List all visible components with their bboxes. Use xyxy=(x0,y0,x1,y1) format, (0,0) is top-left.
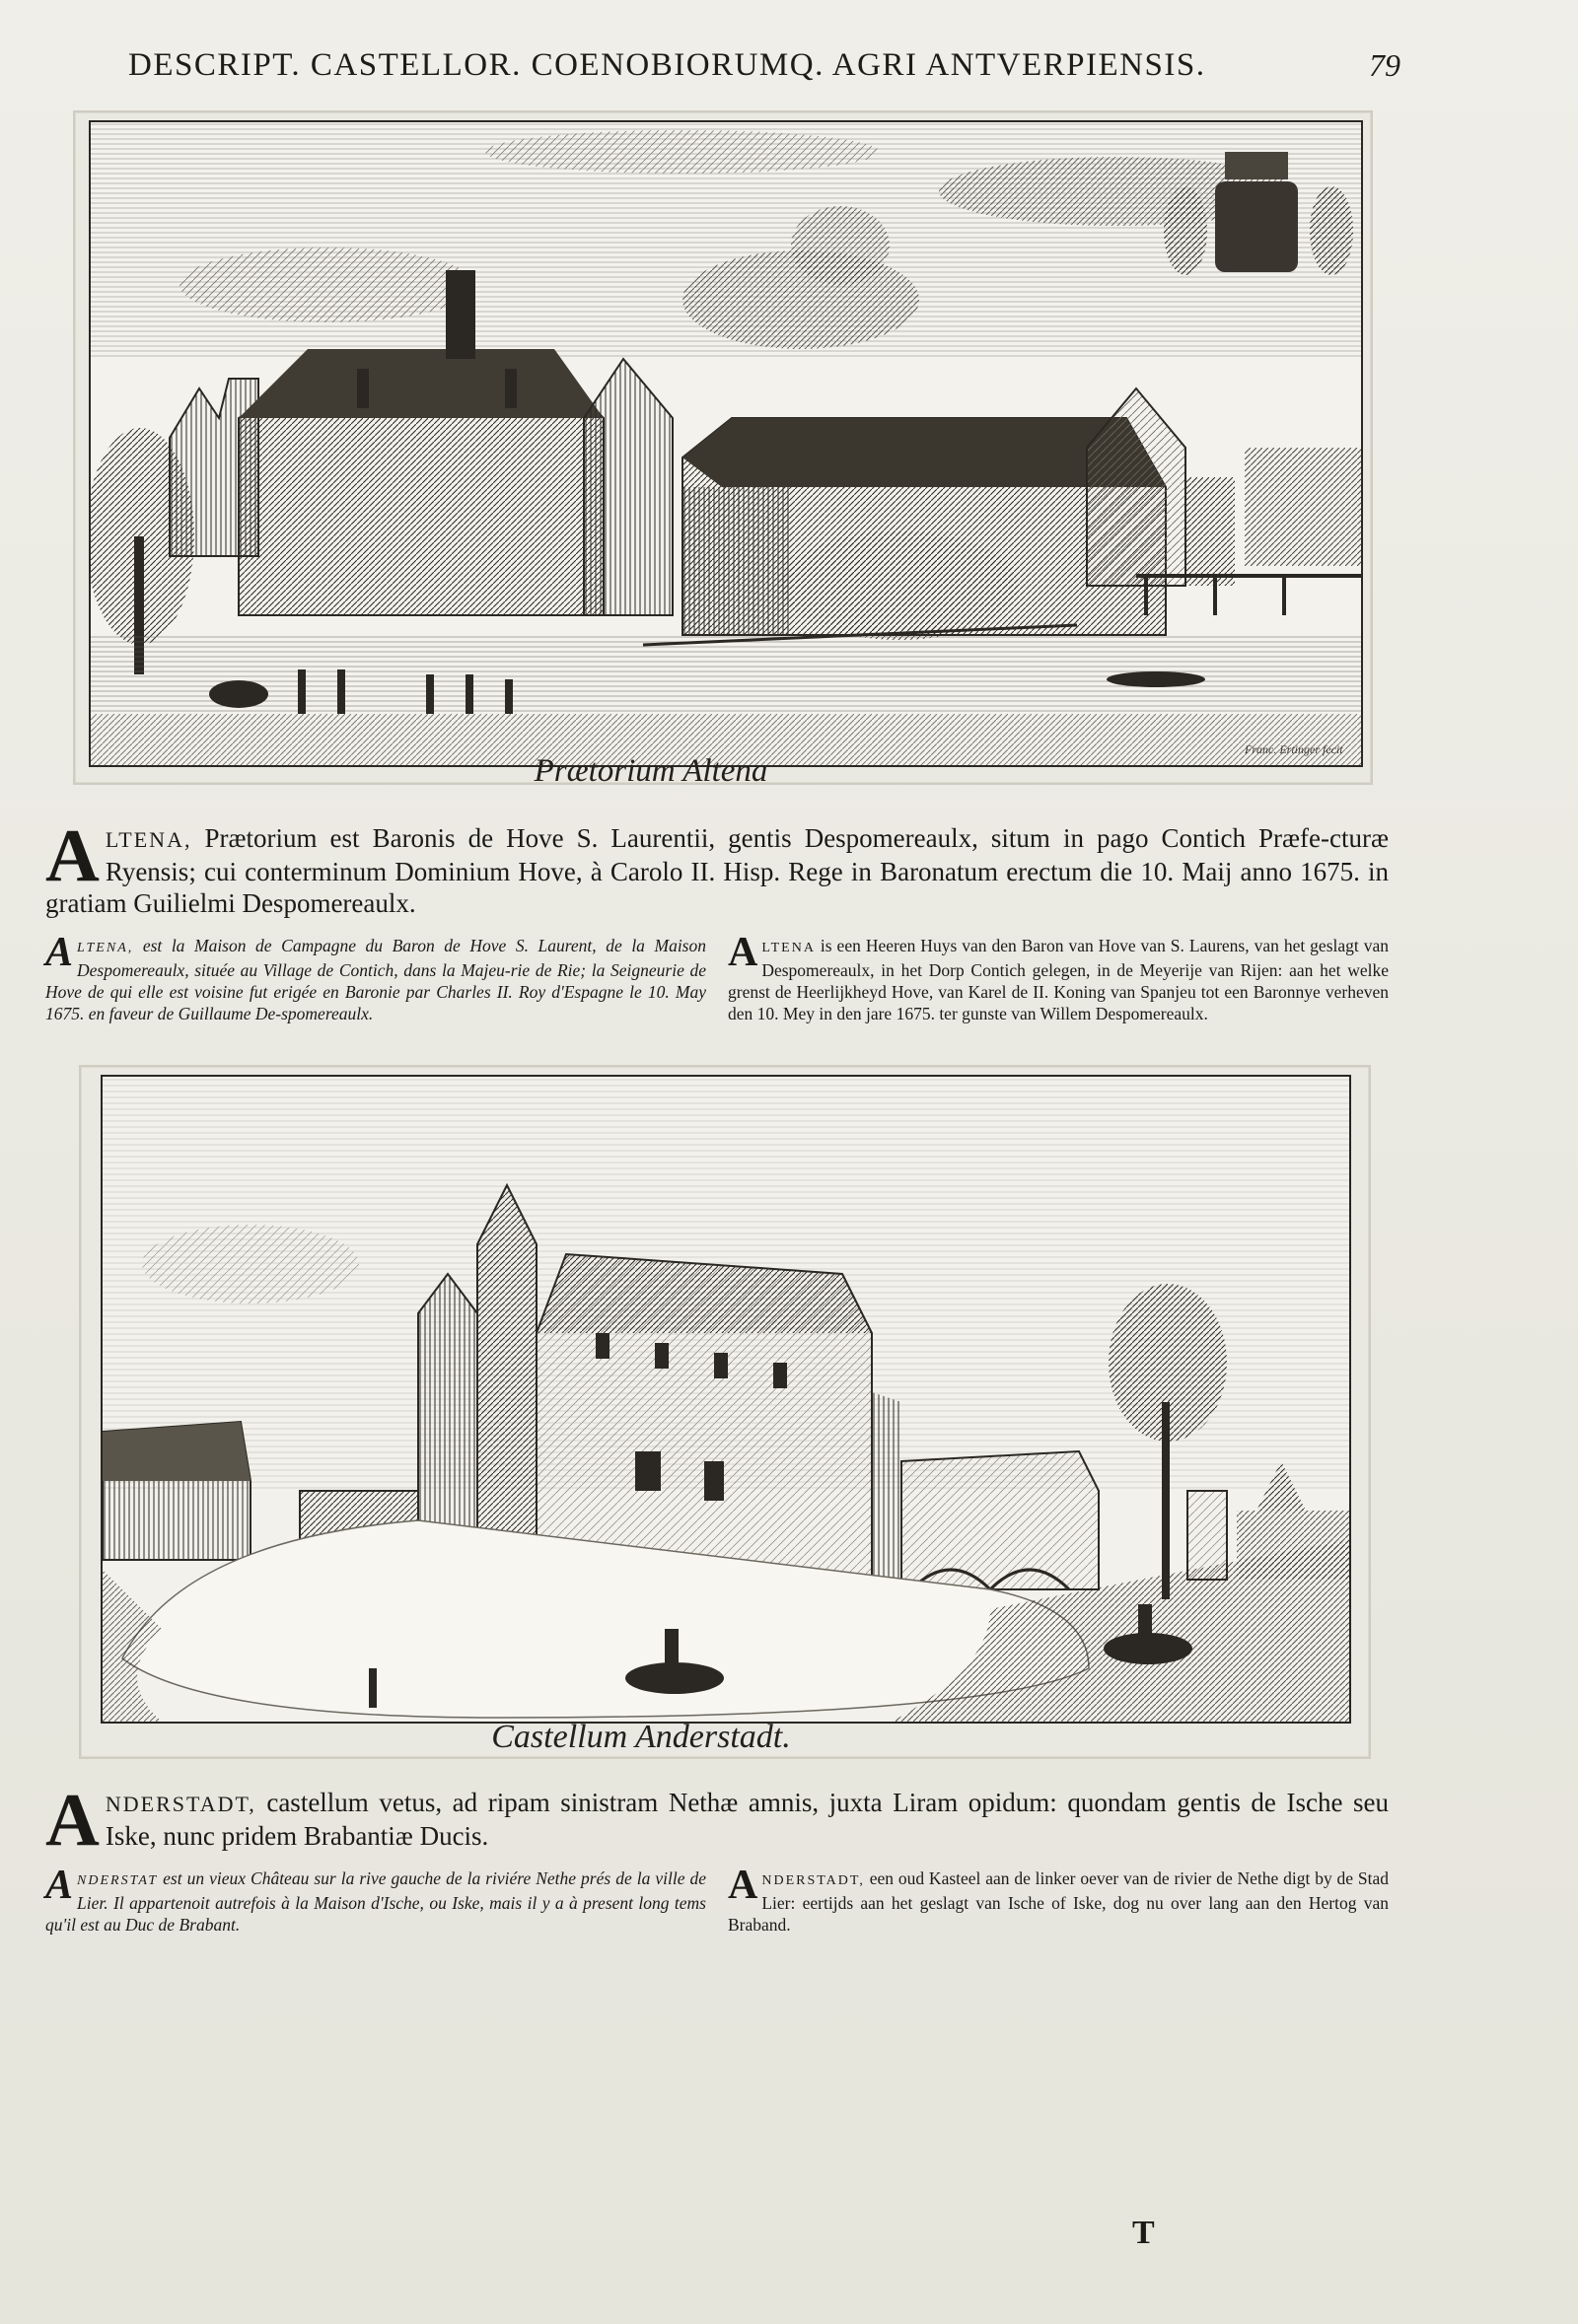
drop-cap: A xyxy=(728,930,758,975)
smallcaps-lead: NDERSTADT, xyxy=(105,1792,256,1816)
engraving-anderstadt xyxy=(101,1075,1351,1724)
anderstadt-dutch-column xyxy=(728,1863,1389,1936)
drop-cap: A xyxy=(45,1779,100,1862)
drop-cap: A xyxy=(45,814,100,897)
anderstadt-french-column xyxy=(45,1863,706,1936)
smallcaps-lead: NDERSTAT xyxy=(77,1873,159,1888)
altena-french-column xyxy=(45,930,706,1024)
altena-dutch-column xyxy=(728,930,1389,1024)
smallcaps-lead: LTENA xyxy=(761,941,816,955)
smallcaps-lead: LTENA, xyxy=(105,827,192,852)
page-number: 79 xyxy=(1369,47,1400,83)
drop-cap: A xyxy=(728,1863,758,1908)
anderstadt-latin-paragraph xyxy=(45,1779,1389,1862)
latin-text: castellum vetus, ad ripam sinistram Nethæ amnis, juxta Liram opidum: quondam gentis de Ische seu Iske, nunc pridem Brabantiæ Ducis. xyxy=(105,1788,1389,1851)
drop-cap: A xyxy=(45,1863,74,1908)
altena-latin-paragraph xyxy=(45,814,1389,919)
dutch-text: een oud Kasteel aan de linker oever van de rivier de Nethe digt by de Stad Lier: eertijds aan het geslagt van Ische of Iske, dog nu over lang aan den Hertog van Braband. xyxy=(728,1868,1389,1935)
running-head xyxy=(128,41,1400,91)
latin-text: Prætorium est Baronis de Hove S. Laurentii, gentis Despomereaulx, situm in pago Contich Præfe-cturæ Ryensis; cui conterminum Dominium Hove, à Carolo II. Hisp. Rege in Baronatum erectum die 10. Maij anno 1675. in gratiam Guilielmi Despomereaulx. xyxy=(45,823,1389,918)
smallcaps-lead: NDERSTADT, xyxy=(761,1873,865,1888)
signature-mark: T xyxy=(1132,2215,1155,2251)
french-text: est un vieux Château sur la rive gauche de la riviére Nethe prés de la ville de Lier. Il appartenoit autrefois à la Maison d'Ische, ou Iske, mais il y a à present long tems qu'il est au Duc de Brabant. xyxy=(45,1868,706,1935)
engraving-altena xyxy=(89,120,1363,767)
plate-altena-caption: Prætorium Altena xyxy=(534,753,768,789)
drop-cap: A xyxy=(45,930,74,975)
smallcaps-lead: LTENA, xyxy=(77,941,134,955)
engraver-signature: Franc. Ertinger fecit xyxy=(1245,742,1343,756)
running-title: DESCRIPT. CASTELLOR. COENOBIORUMQ. AGRI ANTVERPIENSIS. xyxy=(128,47,1206,83)
dutch-text: is een Heeren Huys van den Baron van Hove van S. Laurens, van het geslagt van Despomereaulx, in het Dorp Contich gelegen, in de Meyerije van Rijen: aan het welke grenst de Heerlijkheyd Hove, van Karel de II. Koning van Spanjeu tot een Baronnye verheven den 10. Mey in den jare 1675. ter gunste van Willem Despomereaulx. xyxy=(728,936,1389,1023)
plate-anderstadt-caption: Castellum Anderstadt. xyxy=(491,1719,791,1755)
french-text: est la Maison de Campagne du Baron de Hove S. Laurent, de la Maison Despomereaulx, située au Village de Contich, dans la Majeu-rie de Rie; la Seigneurie de Hove de qui elle est voisine fut erigée en Baronie par Charles II. Roy d'Espagne le 10. May 1675. en faveur de Guillaume De-spomereaulx. xyxy=(45,936,706,1023)
